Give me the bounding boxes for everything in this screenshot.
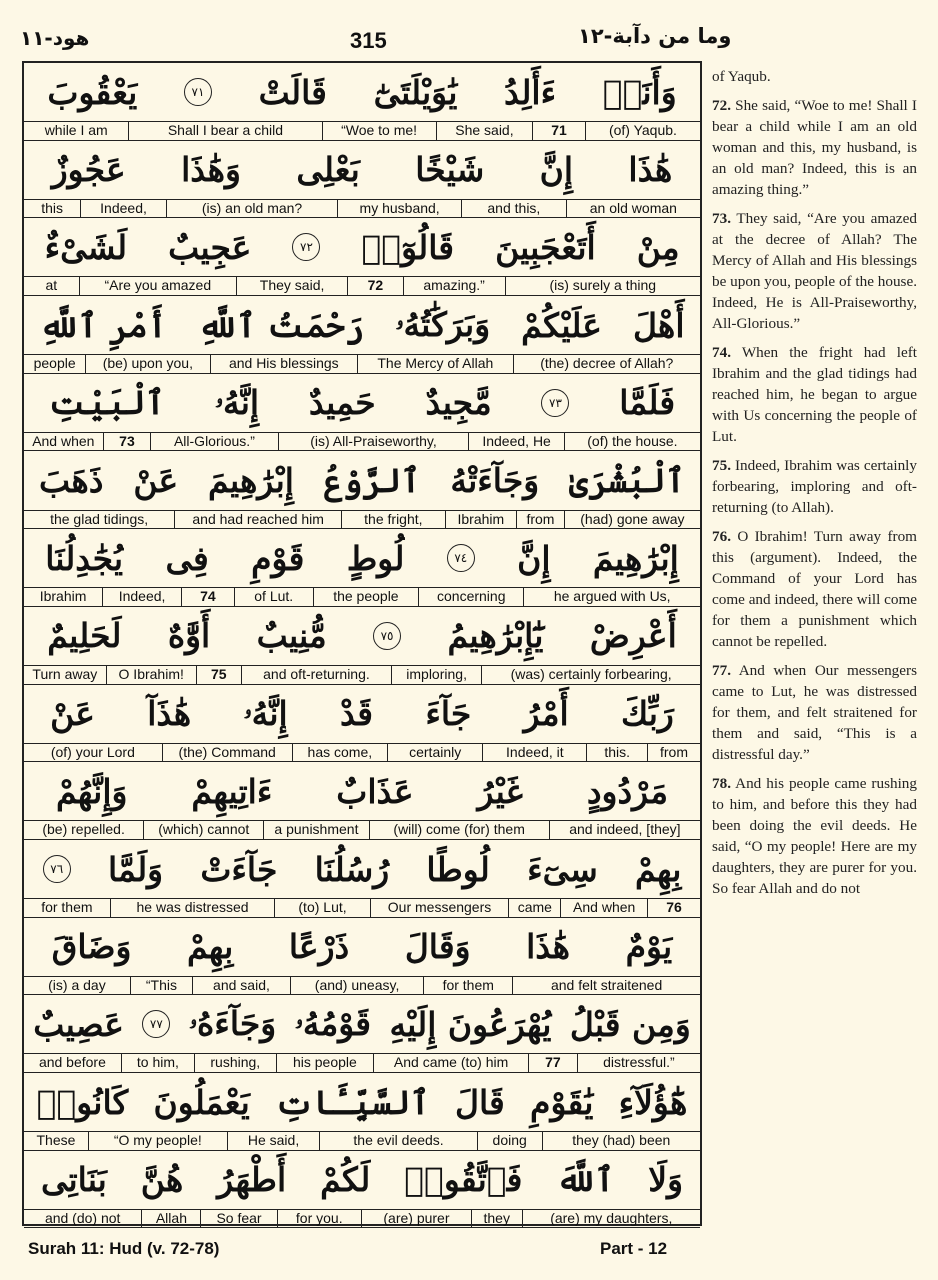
gloss-cell: came xyxy=(509,899,561,917)
arabic-word: عَنْ xyxy=(50,694,95,734)
gloss-cell: and (do) not xyxy=(24,1210,142,1228)
verse-row xyxy=(24,762,700,840)
gloss-cell: Indeed, xyxy=(81,200,167,218)
arabic-word: إِبْرَٰهِيمَ xyxy=(208,461,294,500)
gloss-cell: (was) certainly forbearing, xyxy=(510,665,672,682)
gloss-cell: She said, xyxy=(437,122,534,140)
gloss-cell: And when xyxy=(24,433,104,451)
translation-paragraph xyxy=(712,455,917,518)
verse-number-marker: ٧٢ xyxy=(292,233,320,261)
translation-paragraph xyxy=(712,526,917,652)
gloss-cell: (will) come (for) them xyxy=(370,821,550,839)
translation-paragraph xyxy=(712,773,917,899)
translation-paragraph xyxy=(712,660,917,765)
translation-text: O Ibrahim! Turn away from this (argument). Indeed, the Command of your Lord has come and indeed, there will come for them a punishment which cannot be repelled. xyxy=(712,528,917,650)
verse-row xyxy=(24,607,700,685)
arabic-word: وَجَآءَهُۥ xyxy=(188,1004,277,1044)
arabic-word: لَشَىْءٌ xyxy=(44,227,128,267)
gloss-cell: (are) purer xyxy=(362,1210,472,1228)
gloss-cell: the evil deeds. xyxy=(320,1132,477,1150)
gloss-cell: for them xyxy=(424,977,513,995)
translation-text: She said, “Woe to me! Shall I bear a child while I am an old woman and this, my husband, is an old man? Indeed, this is an amazing thing.” xyxy=(712,97,917,198)
gloss-cell: and had reached him xyxy=(175,511,342,529)
verse-number: 74. xyxy=(712,344,731,361)
translation-text: And his people came rushing to him, and before this they had been doing the evil deeds. He said, “O my people! Here are my daughters, they are purer for you. So fear Allah and do not xyxy=(712,775,917,897)
gloss-cell: the glad tidings, xyxy=(24,511,175,529)
verse-row xyxy=(24,218,700,296)
gloss-line xyxy=(24,820,700,840)
verse-number-marker: ٧٧ xyxy=(142,1010,170,1038)
gloss-line xyxy=(24,432,700,452)
arabic-word: لُوطٍ xyxy=(346,538,405,578)
gloss-cell: distressful.” xyxy=(603,1054,675,1071)
verse-number-marker: ٧٣ xyxy=(541,389,569,417)
arabic-word: وَأَنَا۠ xyxy=(602,72,677,112)
gloss-cell: 76 xyxy=(666,899,682,915)
gloss-cell: The Mercy of Allah xyxy=(358,355,513,373)
gloss-cell: (is) a day xyxy=(24,977,131,995)
arabic-word: قَالُوٓا۟ xyxy=(361,227,455,267)
arabic-word: عَلَيْكُمْ xyxy=(521,305,602,345)
arabic-word: ذَرْعًا xyxy=(288,927,350,967)
gloss-cell: “Woe to me! xyxy=(323,122,437,140)
arabic-word: بَعْلِى xyxy=(296,150,360,190)
arabic-word: يَٰٓإِبْرَٰهِيمُ xyxy=(447,616,544,656)
verse-row xyxy=(24,63,700,141)
gloss-cell: (are) my daughters, xyxy=(550,1209,673,1226)
gloss-cell: and indeed, [they] xyxy=(569,821,681,838)
gloss-cell: All-Glorious.” xyxy=(151,433,278,451)
gloss-cell: 71 xyxy=(533,122,586,140)
gloss-cell: (is) All-Praiseworthy, xyxy=(279,433,470,451)
arabic-word: أَتَعْجَبِينَ xyxy=(495,227,596,267)
page-header xyxy=(0,0,938,58)
arabic-word: ٱلرَّوْعُ xyxy=(323,461,421,500)
arabic-line xyxy=(24,762,700,820)
gloss-cell: Ibrahim xyxy=(24,588,103,606)
verse-number: 77. xyxy=(712,662,731,679)
gloss-cell: Indeed, He xyxy=(469,433,564,451)
gloss-cell: (of) the house. xyxy=(587,432,678,449)
translation-text: They said, “Are you amazed at the decree of Allah? The Mercy of Allah and His blessings be upon you, people of the house. Indeed, He is All-Praiseworthy, All-Glorious.” xyxy=(712,210,917,332)
arabic-line xyxy=(24,141,700,199)
gloss-line xyxy=(24,354,700,374)
gloss-cell: Our messengers xyxy=(371,899,510,917)
gloss-line xyxy=(24,510,700,530)
arabic-word: عَنْ xyxy=(133,461,179,500)
arabic-word: إِبْرَٰهِيمَ xyxy=(592,538,679,578)
arabic-word: وَجَآءَتْهُ xyxy=(450,461,540,500)
header-surah-label: هود-۱۱ xyxy=(20,26,90,50)
arabic-word: جَآءَتْ xyxy=(200,849,278,889)
arabic-word: يَوْمٌ xyxy=(625,927,673,967)
arabic-word: وَلَا xyxy=(648,1160,684,1200)
gloss-cell: he was distressed xyxy=(111,899,276,917)
gloss-cell: He said, xyxy=(228,1132,321,1150)
arabic-word: قَالَ xyxy=(454,1082,505,1122)
arabic-word: عَجِيبٌ xyxy=(168,227,252,267)
arabic-word: يَعْمَلُونَ xyxy=(153,1082,250,1122)
arabic-line xyxy=(24,1073,700,1131)
gloss-cell: These xyxy=(24,1132,89,1150)
gloss-cell: 75 xyxy=(197,666,242,684)
gloss-cell: “Are you amazed xyxy=(80,277,237,295)
gloss-line xyxy=(24,743,700,763)
gloss-line xyxy=(24,1053,700,1073)
arabic-word: أَطْهَرُ xyxy=(217,1160,287,1200)
verse-row xyxy=(24,296,700,374)
arabic-word: جَآءَ xyxy=(425,694,472,734)
gloss-cell: while I am xyxy=(24,122,129,140)
arabic-word: أَعْرِضْ xyxy=(589,616,677,656)
arabic-word: مِنْ xyxy=(636,227,680,267)
gloss-line xyxy=(24,199,700,219)
verse-number: 72. xyxy=(712,97,731,114)
arabic-word: إِنَّ xyxy=(517,538,551,578)
arabic-line xyxy=(24,529,700,587)
gloss-line xyxy=(24,276,700,296)
gloss-cell: and this, xyxy=(462,200,567,218)
gloss-cell: Indeed, it xyxy=(483,744,587,762)
arabic-word: هَٰذَآ xyxy=(147,694,192,734)
verse-row xyxy=(24,452,700,530)
arabic-word: أَمْرِ ٱللَّهِ xyxy=(39,305,168,345)
arabic-word: وَضَاقَ xyxy=(51,927,132,967)
gloss-cell: people xyxy=(24,355,86,373)
arabic-word: ٱلْبَيْتِ xyxy=(48,383,165,423)
arabic-word: بِهِمْ xyxy=(635,849,682,889)
arabic-word: وَبَرَكَٰتُهُۥ xyxy=(395,305,491,345)
arabic-word: ٱللَّهَ xyxy=(556,1160,615,1200)
gloss-cell: and said, xyxy=(193,977,291,995)
arabic-word: وَمِن قَبْلُ xyxy=(569,1004,691,1044)
translation-text: of Yaqub. xyxy=(712,68,771,85)
gloss-cell: 77 xyxy=(529,1054,578,1072)
gloss-cell: they xyxy=(472,1210,523,1228)
arabic-word: عَذَابٌ xyxy=(336,771,414,811)
arabic-word: هَٰذَا xyxy=(526,927,571,967)
arabic-word: مَرْدُودٍ xyxy=(586,771,669,811)
arabic-word: ذَهَبَ xyxy=(38,461,104,500)
translation-text: And when Our messengers came to Lut, he was distressed for them, and felt straitened for them and said, “This is a distressful day.” xyxy=(712,662,917,763)
gloss-cell: 74 xyxy=(182,588,235,606)
arabic-word: رَحْمَتُ ٱللَّهِ xyxy=(198,305,365,345)
arabic-word: بِهِمْ xyxy=(186,927,234,967)
gloss-cell: “O my people! xyxy=(89,1132,228,1150)
arabic-line xyxy=(24,607,700,665)
gloss-line xyxy=(24,587,700,607)
gloss-cell: his people xyxy=(277,1054,375,1072)
gloss-cell: 72 xyxy=(348,277,404,295)
word-by-word-grid xyxy=(22,61,702,1226)
verse-number-marker: ٧١ xyxy=(184,78,212,106)
verse-number: 73. xyxy=(712,210,731,227)
verse-number-marker: ٧٦ xyxy=(43,855,71,883)
arabic-word: شَيْخًا xyxy=(415,150,485,190)
arabic-word: وَقَالَ xyxy=(404,927,471,967)
gloss-cell: (the) decree of Allah? xyxy=(540,355,674,372)
gloss-cell: (which) cannot xyxy=(144,821,264,839)
translation-column xyxy=(712,66,917,907)
arabic-word: غَيْرُ xyxy=(477,771,523,811)
arabic-word: ءَأَلِدُ xyxy=(504,72,557,112)
arabic-word: رَبِّكَ xyxy=(620,694,674,734)
gloss-cell: So fear xyxy=(201,1210,277,1228)
arabic-word: قَوْمُهُۥ xyxy=(294,1004,372,1044)
gloss-cell: for them xyxy=(24,899,111,917)
gloss-cell: (is) surely a thing xyxy=(549,277,657,294)
arabic-line xyxy=(24,296,700,354)
arabic-word: إِنَّهُۥ xyxy=(214,382,260,422)
gloss-cell: (the) Command xyxy=(163,744,293,762)
gloss-cell: to him, xyxy=(122,1054,195,1072)
arabic-word: أَوَّٰهٌ xyxy=(167,616,211,656)
gloss-line xyxy=(24,1209,700,1229)
verse-row xyxy=(24,1151,700,1229)
gloss-cell: from xyxy=(517,511,565,529)
gloss-cell: at xyxy=(24,277,80,295)
gloss-cell: for you. xyxy=(278,1210,363,1228)
arabic-word: إِنَّ xyxy=(539,150,574,190)
arabic-word: يَٰقَوْمِ xyxy=(530,1082,594,1122)
translation-text: Indeed, Ibrahim was certainly forbearing, imploring and oft-returning (to Allah). xyxy=(712,457,917,516)
gloss-cell: and His blessings xyxy=(211,355,359,373)
gloss-cell: and oft-returning. xyxy=(242,666,392,684)
arabic-word: فَلَمَّا xyxy=(619,383,676,423)
header-juz-label: وما من دآبة-۱۲ xyxy=(578,24,732,48)
arabic-word: ٱلْبُشْرَىٰ xyxy=(569,461,686,500)
arabic-word: عَصِيبٌ xyxy=(33,1004,124,1044)
arabic-word: لَحَلِيمٌ xyxy=(47,616,122,656)
arabic-word: هَٰٓؤُلَآءِ xyxy=(618,1082,688,1122)
gloss-cell: this xyxy=(24,200,81,218)
arabic-word: ءَاتِيهِمْ xyxy=(191,771,273,811)
gloss-cell: has come, xyxy=(293,744,388,762)
arabic-word: يَٰوَيْلَتَىٰٓ xyxy=(373,72,458,112)
arabic-word: أَمْرُ xyxy=(523,694,569,734)
gloss-cell: (had) gone away xyxy=(580,510,685,527)
footer-part-label: Part - 12 xyxy=(600,1239,668,1258)
arabic-word: مَّجِيدٌ xyxy=(425,383,492,423)
gloss-line xyxy=(24,665,700,685)
arabic-word: لَكُمْ xyxy=(320,1160,371,1200)
gloss-cell: rushing, xyxy=(195,1054,276,1072)
gloss-cell: (and) uneasy, xyxy=(291,977,424,995)
verse-number-marker: ٧٤ xyxy=(447,544,475,572)
gloss-cell: Indeed, xyxy=(103,588,182,606)
translation-paragraph xyxy=(712,95,917,200)
arabic-word: ٱلسَّيِّـَٔاتِ xyxy=(275,1082,430,1122)
gloss-cell: They said, xyxy=(237,277,348,295)
gloss-cell: (of) Yaqub. xyxy=(608,122,677,138)
gloss-line xyxy=(24,1131,700,1151)
gloss-cell: and before xyxy=(24,1054,122,1072)
verse-row xyxy=(24,141,700,219)
gloss-cell: (be) repelled. xyxy=(24,821,144,839)
verse-number: 76. xyxy=(712,528,731,545)
gloss-cell: the fright, xyxy=(342,511,445,529)
gloss-cell: imploring, xyxy=(392,666,482,684)
gloss-line xyxy=(24,976,700,996)
verse-row xyxy=(24,374,700,452)
arabic-word: فِى xyxy=(165,538,209,578)
arabic-word: هَٰذَا xyxy=(628,150,673,190)
arabic-word: قَوْمِ xyxy=(251,538,305,578)
gloss-cell: my husband, xyxy=(338,200,462,218)
gloss-cell: amazing.” xyxy=(404,277,506,295)
verse-row xyxy=(24,840,700,918)
arabic-word: وَإِنَّهُمْ xyxy=(55,771,128,811)
gloss-cell: Allah xyxy=(142,1210,201,1228)
gloss-cell: (is) an old man? xyxy=(167,200,338,218)
arabic-line xyxy=(24,995,700,1053)
verse-number: 75. xyxy=(712,457,731,474)
arabic-word: فَٱتَّقُوا۟ xyxy=(404,1160,523,1200)
arabic-word: رُسُلُنَا xyxy=(314,849,390,889)
arabic-word: أَهْلَ xyxy=(632,305,685,345)
verse-row xyxy=(24,1073,700,1151)
verse-row xyxy=(24,918,700,996)
footer-surah-reference: Surah 11: Hud (v. 72-78) xyxy=(28,1239,220,1258)
gloss-cell: they (had) been xyxy=(572,1132,671,1149)
gloss-cell: And when xyxy=(561,899,648,917)
arabic-word: هُنَّ xyxy=(140,1160,184,1200)
arabic-word: وَهَٰذَا xyxy=(181,150,241,190)
arabic-line xyxy=(24,918,700,976)
gloss-cell: and felt straitened xyxy=(550,976,663,993)
gloss-cell: this. xyxy=(587,744,648,762)
arabic-line xyxy=(24,374,700,432)
gloss-cell: a punishment xyxy=(264,821,369,839)
gloss-cell: concerning xyxy=(419,588,524,606)
arabic-line xyxy=(24,840,700,898)
page-number: 315 xyxy=(350,28,387,53)
gloss-cell: the people xyxy=(314,588,419,606)
gloss-cell: doing xyxy=(478,1132,543,1150)
gloss-cell: “This xyxy=(131,977,193,995)
translation-paragraph xyxy=(712,66,917,87)
arabic-word: سِىٓءَ xyxy=(527,849,598,889)
gloss-cell: from xyxy=(660,743,688,760)
gloss-cell: Turn away xyxy=(24,666,107,684)
gloss-cell: And came (to) him xyxy=(374,1054,529,1072)
gloss-cell: 73 xyxy=(104,433,152,451)
arabic-word: يُجَٰدِلُنَا xyxy=(45,538,124,578)
verse-row xyxy=(24,685,700,763)
gloss-cell: Ibrahim xyxy=(446,511,518,529)
gloss-cell: Shall I bear a child xyxy=(129,122,322,140)
arabic-line xyxy=(24,218,700,276)
arabic-word: عَجُوزٌ xyxy=(51,150,126,190)
arabic-word: لُوطًا xyxy=(426,849,490,889)
arabic-word: بَنَاتِى xyxy=(40,1160,107,1200)
gloss-cell: O Ibrahim! xyxy=(107,666,197,684)
arabic-word: مُّنِيبٌ xyxy=(256,616,327,656)
gloss-cell: certainly xyxy=(388,744,483,762)
arabic-word: قَدْ xyxy=(339,694,374,734)
verse-number: 78. xyxy=(712,775,731,792)
arabic-word: يُهْرَعُونَ إِلَيْهِ xyxy=(389,1004,552,1044)
arabic-word: كَانُوا۟ xyxy=(36,1082,129,1122)
arabic-line xyxy=(24,452,700,510)
gloss-line xyxy=(24,898,700,918)
gloss-cell: of Lut. xyxy=(235,588,314,606)
verse-row xyxy=(24,529,700,607)
verse-number-marker: ٧٥ xyxy=(373,622,401,650)
arabic-line xyxy=(24,685,700,743)
arabic-line xyxy=(24,1151,700,1209)
arabic-word: إِنَّهُۥ xyxy=(243,693,288,733)
arabic-word: وَلَمَّا xyxy=(107,849,164,889)
gloss-cell: he argued with Us, xyxy=(553,588,671,605)
translation-paragraph xyxy=(712,208,917,334)
translation-text: When the fright had left Ibrahim and the glad tidings had reached him, he began to argue with Us concerning the people of Lut. xyxy=(712,344,917,445)
arabic-line xyxy=(24,63,700,121)
gloss-cell: (be) upon you, xyxy=(86,355,210,373)
gloss-cell: (of) your Lord xyxy=(24,744,163,762)
arabic-word: يَعْقُوبَ xyxy=(47,72,138,112)
arabic-word: قَالَتْ xyxy=(258,72,327,112)
gloss-line xyxy=(24,121,700,141)
gloss-cell: an old woman xyxy=(589,199,677,216)
gloss-cell: (to) Lut, xyxy=(275,899,370,917)
verse-row xyxy=(24,995,700,1073)
arabic-word: حَمِيدٌ xyxy=(308,383,376,423)
translation-paragraph xyxy=(712,342,917,447)
